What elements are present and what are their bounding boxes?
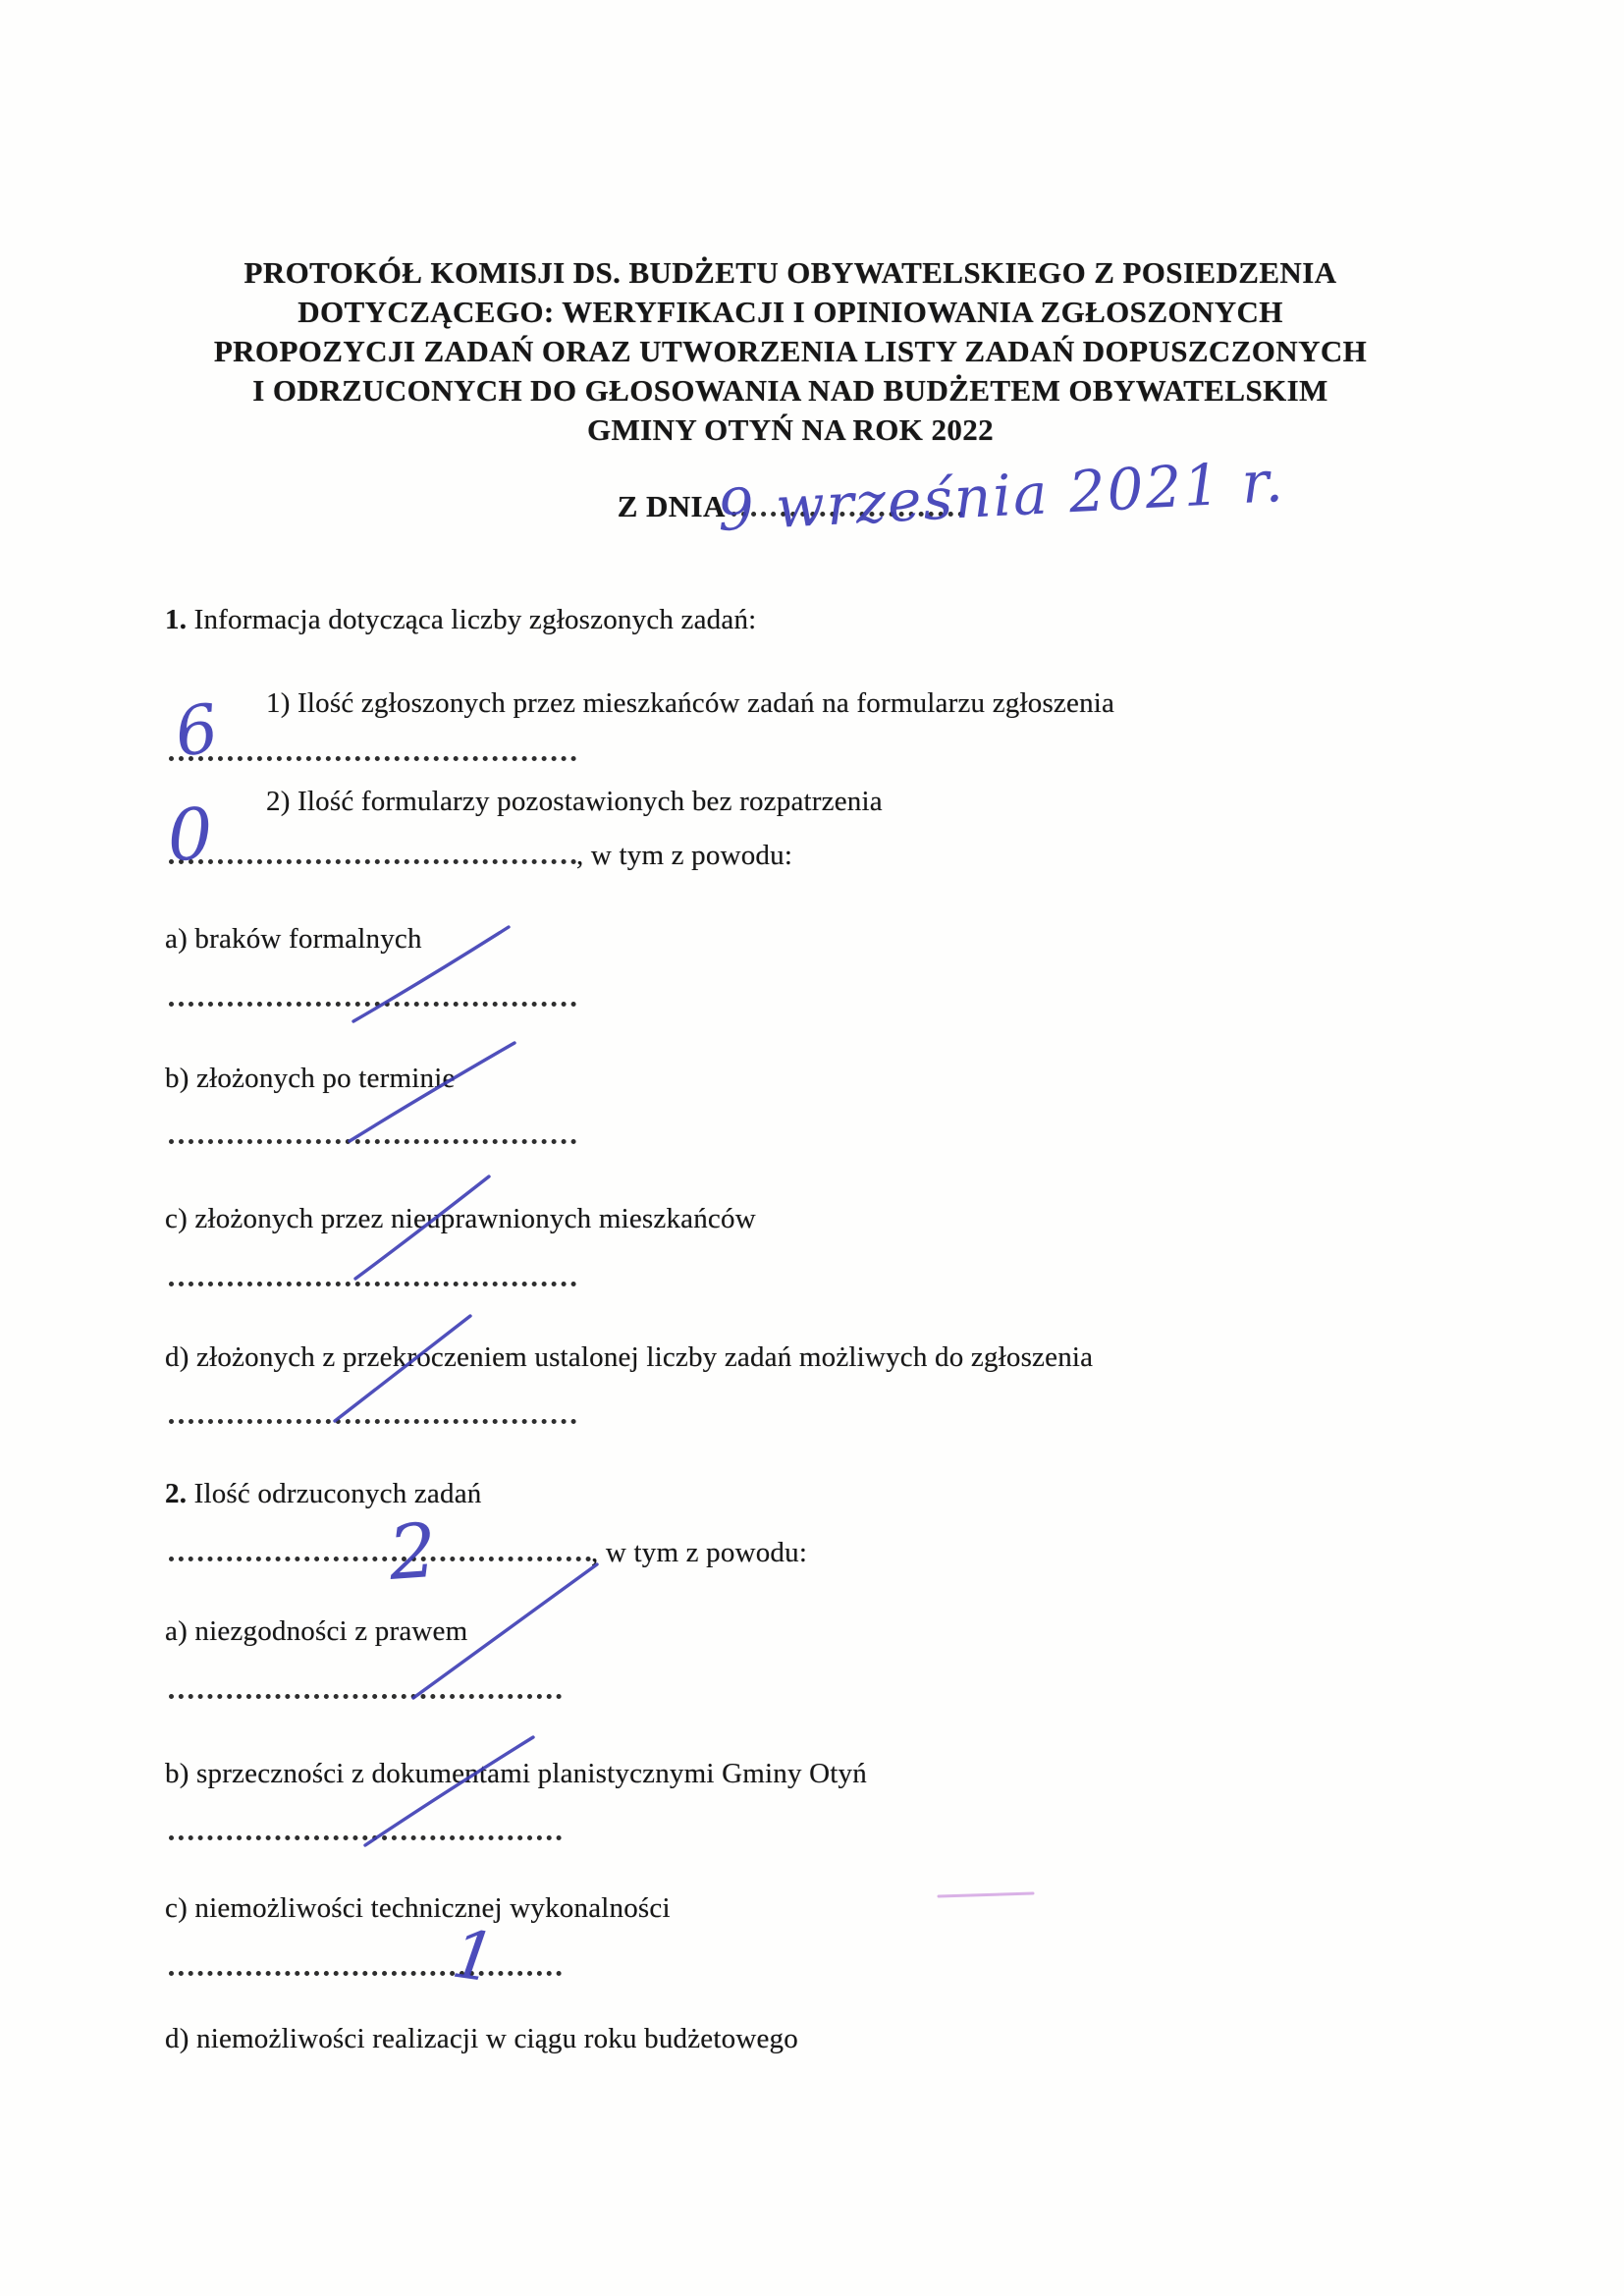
section-2-answer-line <box>169 1534 807 1569</box>
item-1d-answer-line <box>169 1396 576 1432</box>
item-1d-text: złożonych z przekroczeniem ustalonej liczby zadań możliwych do zgłoszenia <box>196 1341 1094 1373</box>
item-2d-label: d) <box>165 2023 189 2054</box>
item-2c-label: c) <box>165 1892 188 1924</box>
item-2c-answer-line <box>169 1948 562 1984</box>
item-2d-text: niemożliwości realizacji w ciągu roku budżetowego <box>196 2023 798 2054</box>
dotted-field <box>169 1259 576 1286</box>
item-1a-answer-line <box>169 979 576 1014</box>
item-1-1 <box>266 687 1114 720</box>
section-1-heading-text: Informacja dotycząca liczby zgłoszonych zadań: <box>193 604 757 635</box>
section-1-number: 1. <box>165 604 188 635</box>
item-2a-label: a) <box>165 1615 188 1647</box>
dotted-field <box>169 1671 562 1699</box>
item-1b-label: b) <box>165 1063 189 1094</box>
item-1-1-answer-line <box>169 734 576 769</box>
item-2b-answer-line <box>169 1813 562 1848</box>
dotted-field <box>169 979 576 1007</box>
title-line-5: GMINY OTYŃ NA ROK 2022 <box>586 412 995 447</box>
dotted-field <box>169 1813 562 1840</box>
dotted-field <box>169 1396 576 1424</box>
item-2c-text: niemożliwości technicznej wykonalności <box>194 1892 671 1924</box>
item-1b <box>165 1063 456 1095</box>
item-1c-text: złożonych przez nieuprawnionych mieszkańców <box>194 1203 756 1234</box>
item-1a <box>165 923 422 956</box>
item-2a <box>165 1615 467 1648</box>
title-line-2: DOTYCZĄCEGO: WERYFIKACJI I OPINIOWANIA ZGŁOSZONYCH <box>298 295 1283 329</box>
item-1-1-text: Ilość zgłoszonych przez mieszkańców zadań na formularzu zgłoszenia <box>298 687 1115 719</box>
section-2-suffix: , w tym z powodu: <box>591 1537 808 1568</box>
item-1-2-answer-line <box>169 837 792 872</box>
item-2d <box>165 2023 798 2055</box>
item-2b <box>165 1758 867 1790</box>
section-2-number: 2. <box>165 1478 188 1509</box>
item-1-1-label: 1) <box>266 687 291 719</box>
handwritten-value-submitted-count: 6 <box>170 689 224 773</box>
item-2a-text: niezgodności z prawem <box>194 1615 468 1647</box>
item-1b-answer-line <box>169 1117 576 1152</box>
date-label: Z DNIA <box>617 489 725 523</box>
item-2b-label: b) <box>165 1758 189 1789</box>
title-line-3: PROPOZYCJI ZADAŃ ORAZ UTWORZENIA LISTY ZADAŃ DOPUSZCZONYCH <box>213 334 1368 368</box>
item-2a-answer-line <box>169 1671 562 1707</box>
section-1-heading <box>165 604 756 636</box>
date-dotted-field <box>731 489 963 517</box>
dotted-field <box>169 1117 576 1144</box>
item-2c <box>165 1892 671 1925</box>
dotted-field <box>169 1534 591 1561</box>
item-1-2-suffix: , w tym z powodu: <box>576 840 793 871</box>
section-2-heading-text: Ilość odrzuconych zadań <box>193 1478 482 1509</box>
item-1c <box>165 1203 756 1235</box>
item-1d-label: d) <box>165 1341 189 1373</box>
title-line-1: PROTOKÓŁ KOMISJI DS. BUDŻETU OBYWATELSKIEGO Z POSIEDZENIA <box>244 255 1337 290</box>
item-1b-text: złożonych po terminie <box>196 1063 456 1094</box>
handwritten-value-technical-count: 1 <box>447 1915 501 1998</box>
item-1-2 <box>266 786 883 818</box>
pink-scan-artifact-line <box>939 1893 1033 1896</box>
handwritten-value-unconsidered-count: 0 <box>165 792 215 877</box>
dotted-field <box>169 734 576 761</box>
item-1c-label: c) <box>165 1203 188 1234</box>
item-1-2-text: Ilość formularzy pozostawionych bez rozpatrzenia <box>298 786 883 817</box>
section-2-heading <box>165 1478 481 1510</box>
dotted-field <box>169 837 576 864</box>
item-1a-label: a) <box>165 923 188 955</box>
handwritten-date: 9 września 2021 r. <box>716 447 1287 544</box>
item-1c-answer-line <box>169 1259 576 1294</box>
handwritten-value-rejected-count: 2 <box>386 1505 440 1597</box>
item-1a-text: braków formalnych <box>194 923 422 955</box>
title-line-4: I ODRZUCONYCH DO GŁOSOWANIA NAD BUDŻETEM OBYWATELSKIM <box>252 373 1328 408</box>
date-line <box>137 489 1443 524</box>
item-1-2-label: 2) <box>266 786 291 817</box>
document-title <box>137 253 1443 450</box>
item-2b-text: sprzeczności z dokumentami planistycznymi Gminy Otyń <box>196 1758 867 1789</box>
dotted-field <box>169 1948 562 1976</box>
item-1d <box>165 1341 1093 1374</box>
